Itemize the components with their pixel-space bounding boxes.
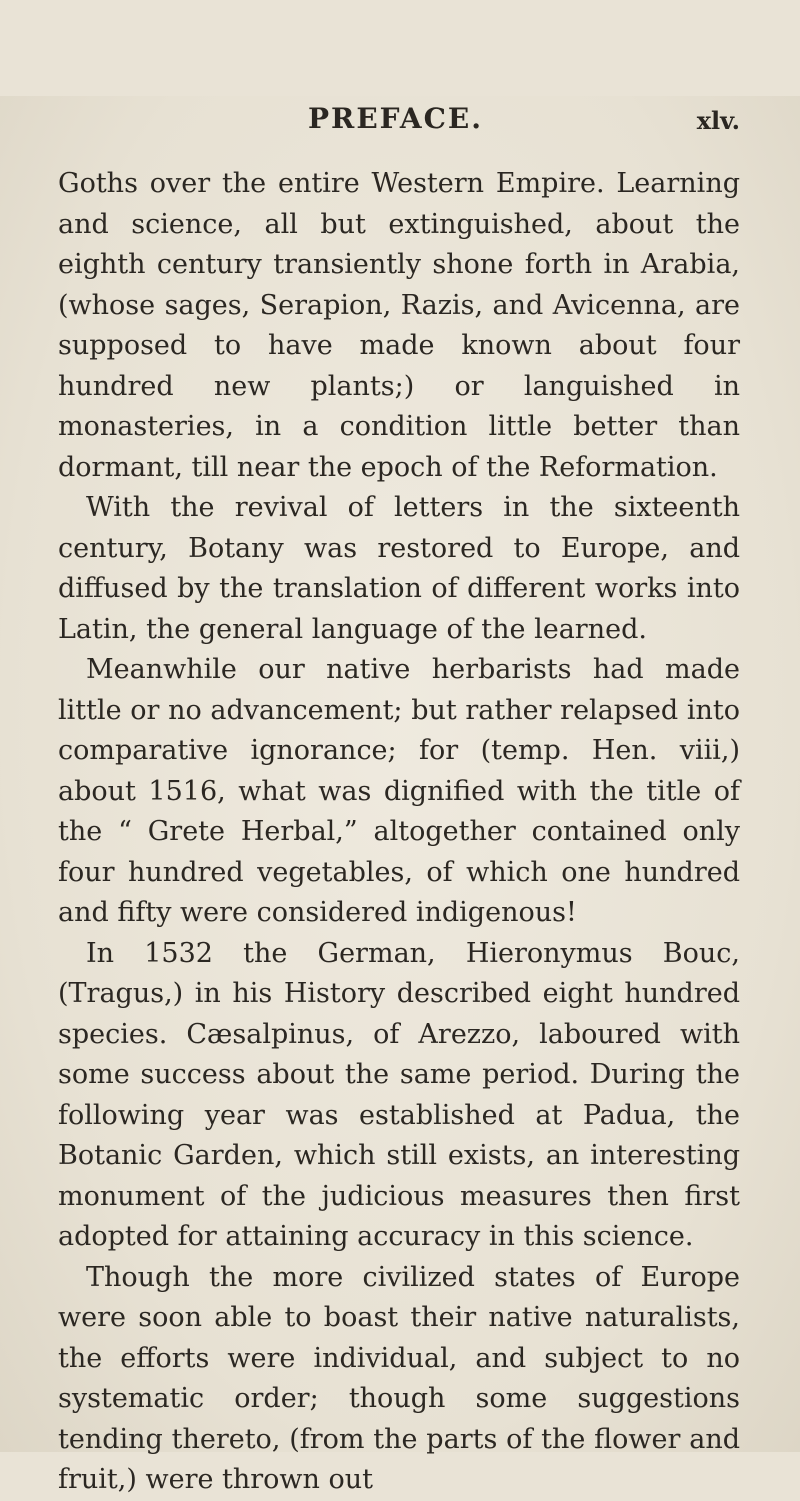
book-page — [0, 96, 800, 1495]
paragraph: Though the more civilized states of Europe were soon able to boast their native naturalists, the efforts were individual, and subject to no systematic order; though some suggestions tending thereto, (from the parts of the flower and fruit,) were thrown out — [58, 1261, 740, 1495]
paragraph-continuation: Goths over the entire Western Empire. Learning and science, all but extinguished, about the eighth century transiently shone forth in Arabia, (whose sages, Serapion, Razis, and Avicenna, are supposed to have made known about four hundred new plants;) or languished in monasteries, in a condition little better than dormant, till near the epoch of the Reformation. — [58, 168, 740, 483]
paragraph: In 1532 the German, Hieronymus Bouc, (Tragus,) in his History described eight hundred species. Cæsalpinus, of Arezzo, laboured with some success about the same period. During the following year was established at Padua, the Botanic Garden, which still exists, an interesting monument of the judicious measures then first adopted for attaining accuracy in this science. — [58, 937, 740, 1252]
running-head — [58, 96, 740, 156]
body-text — [58, 164, 740, 1501]
paragraph: With the revival of letters in the sixteenth century, Botany was restored to Europe, and diffused by the translation of different works into Latin, the general language of the learned. — [58, 492, 740, 645]
page-number: xlv. — [696, 106, 740, 135]
running-title: PREFACE. — [308, 102, 484, 135]
paragraph: Meanwhile our native herbarists had made little or no advancement; but rather relapsed into comparative ignorance; for (temp. Hen. viii,) about 1516, what was dignified with the title of the “ Grete Herbal,” altogether contained only four hundred vegetables, of which one hundred and fifty were considered indigenous! — [58, 654, 740, 928]
